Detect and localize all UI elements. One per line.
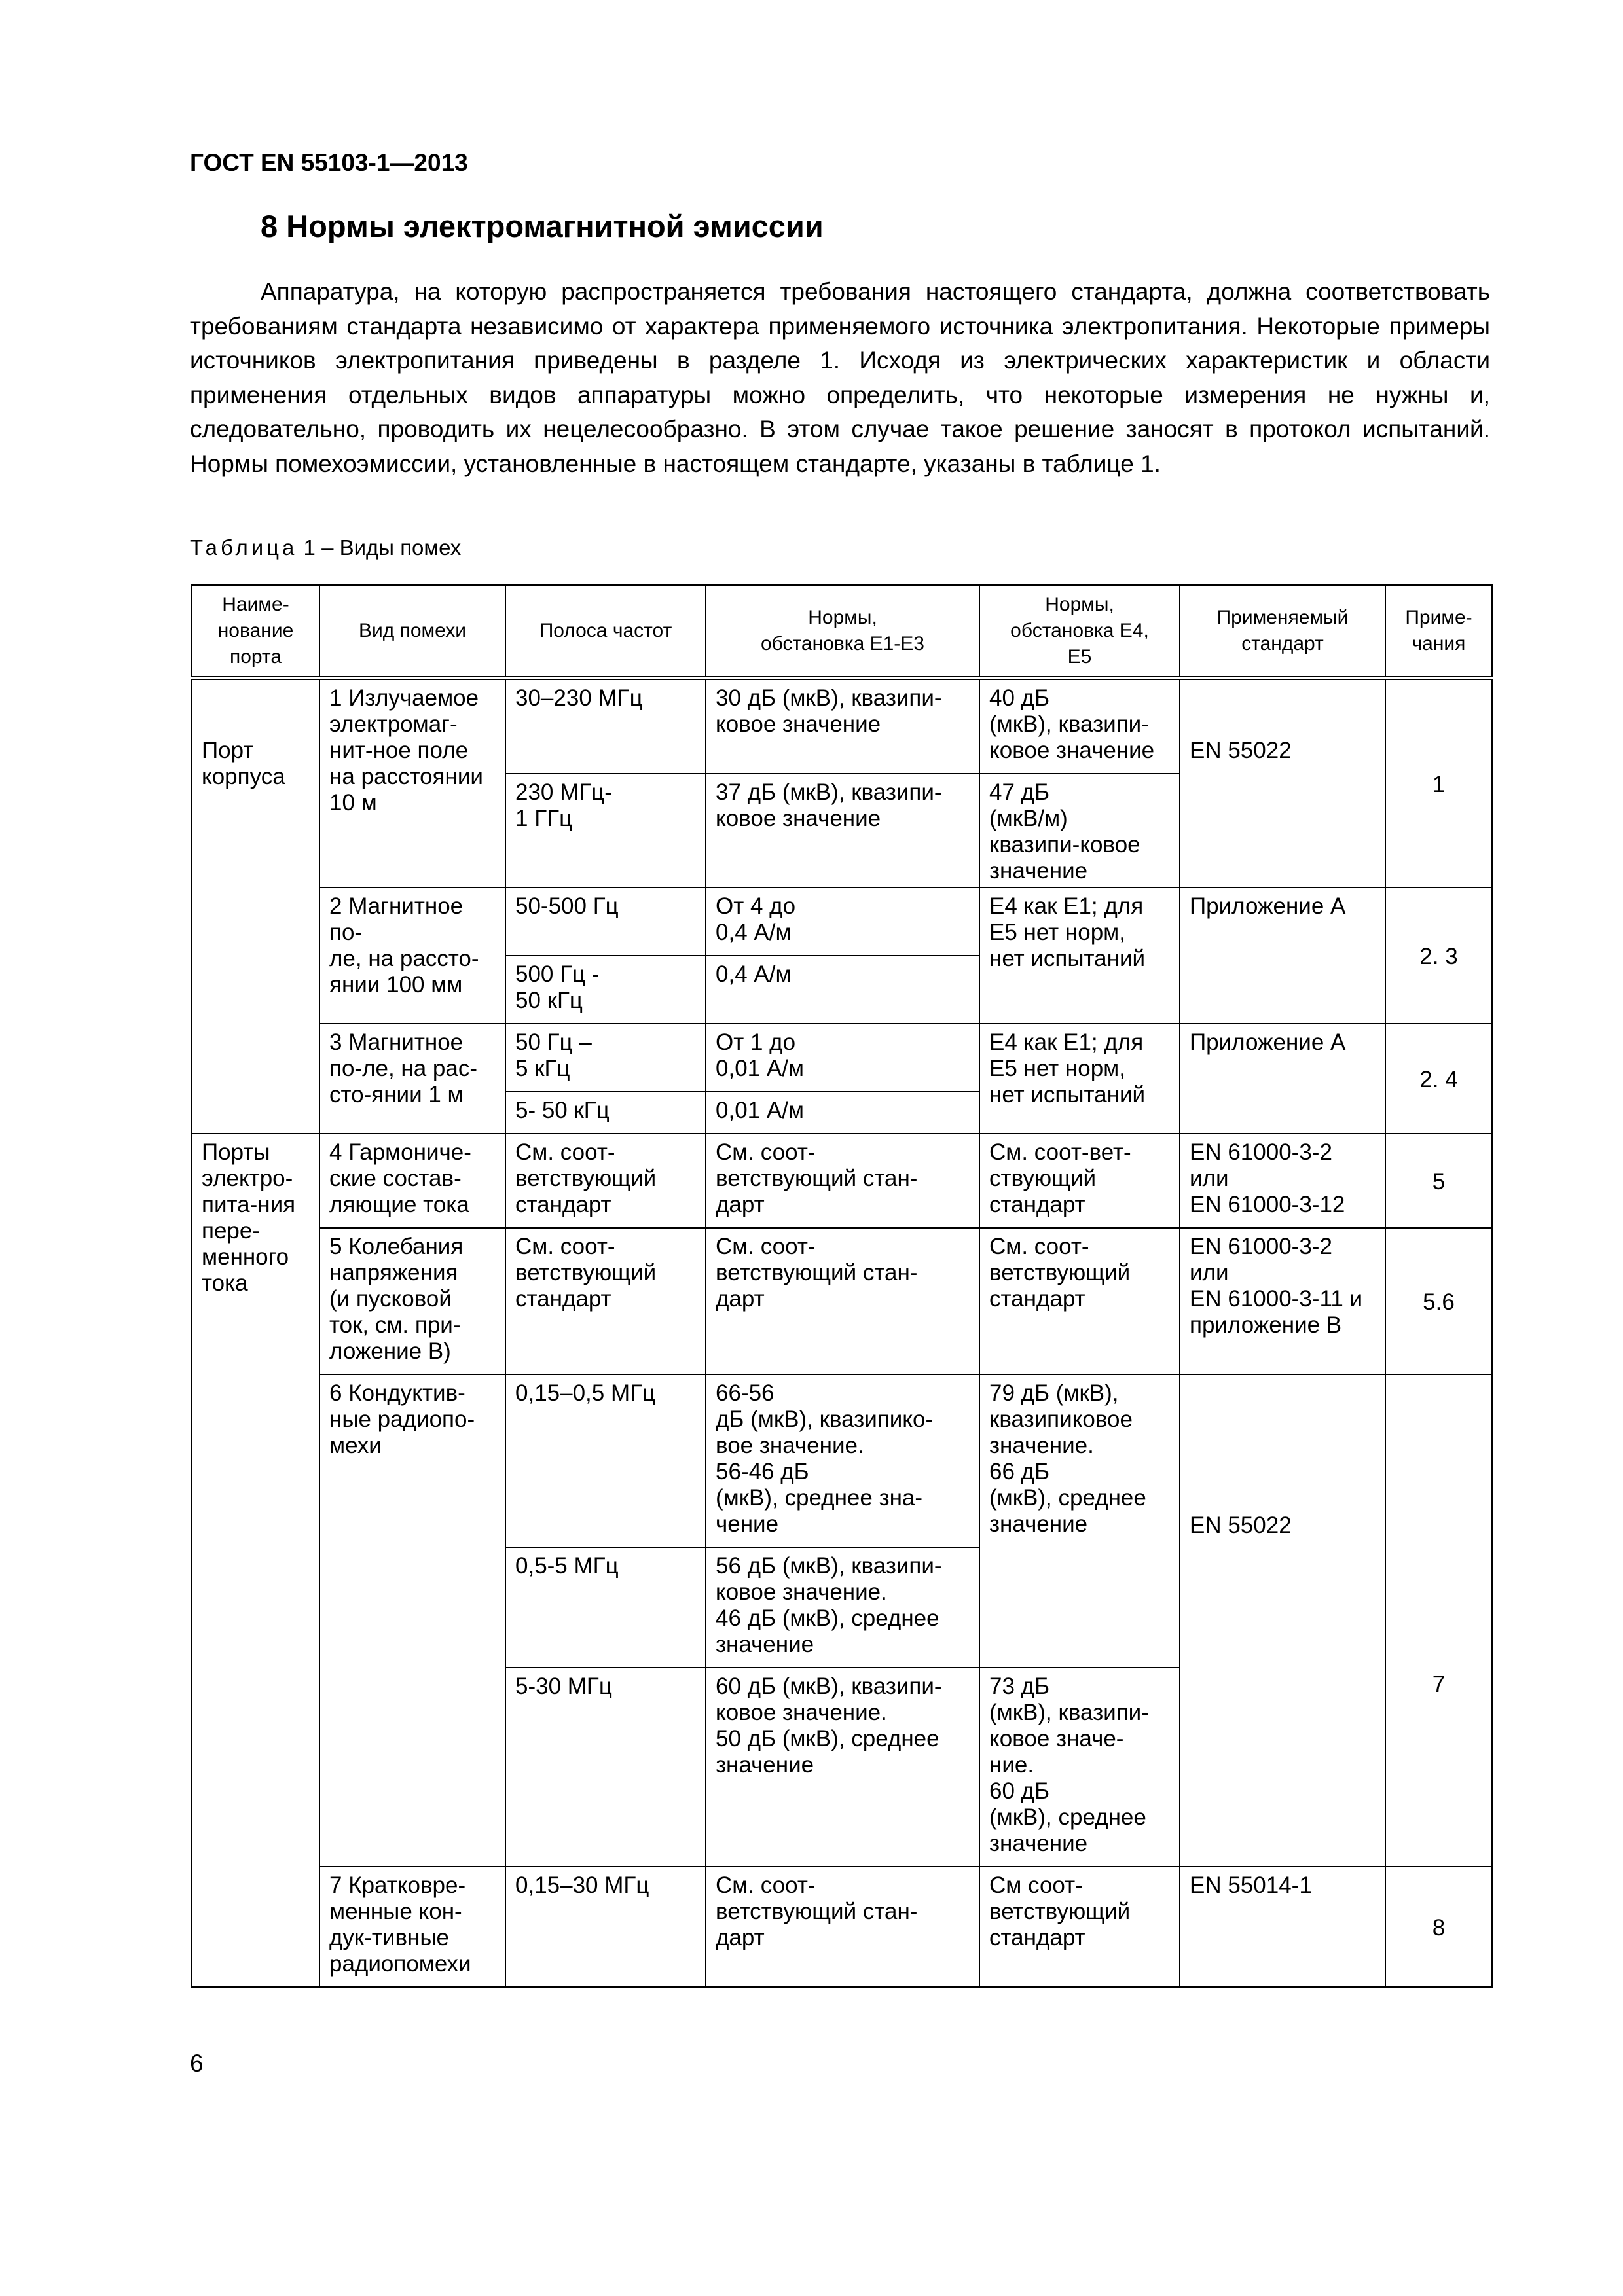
- table-row: [192, 1867, 1492, 1987]
- cell-r4-band: См. соот- ветствующий стандарт: [505, 1134, 706, 1228]
- standard-header: ГОСТ EN 55103-1—2013: [190, 149, 468, 176]
- section-title: 8 Нормы электромагнитной эмиссии: [261, 209, 824, 243]
- cell-r6b-e1e3: 56 дБ (мкВ), квазипи- ковое значение. 46 дБ (мкВ), среднее значение: [706, 1547, 979, 1668]
- cell-r6a-e1e3: 66-56 дБ (мкВ), квазипико- вое значение. 56-46 дБ (мкВ), среднее зна- чение: [706, 1374, 979, 1547]
- cell-r2a-band: 50-500 Гц: [505, 888, 706, 956]
- cell-r6b-band: 0,5-5 МГц: [505, 1547, 706, 1668]
- cell-r4-note: 5: [1385, 1134, 1492, 1228]
- table-row: [192, 1024, 1492, 1092]
- cell-r2-note: 2. 3: [1385, 888, 1492, 1024]
- cell-r1b-e1e3: 37 дБ (мкВ), квазипи- ковое значение: [706, 774, 979, 888]
- table-caption-word: Таблица: [190, 535, 298, 560]
- cell-r6-note: 7: [1385, 1374, 1492, 1867]
- table-row: [192, 1374, 1492, 1547]
- cell-r1-note: 1: [1385, 678, 1492, 888]
- cell-r3a-e1e3: От 1 до 0,01 А/м: [706, 1024, 979, 1092]
- cell-r7-e1e3: См. соот- ветствующий стан- дарт: [706, 1867, 979, 1987]
- cell-r1-type: 1 Излучаемое электромаг- нит-ное поле на расстоянии 10 м: [319, 678, 505, 888]
- cell-r3-std: Приложение А: [1180, 1024, 1385, 1134]
- cell-r1-std: EN 55022: [1180, 678, 1385, 888]
- cell-port-case: Порт корпуса: [192, 678, 319, 1134]
- cell-r1b-band: 230 МГц- 1 ГГц: [505, 774, 706, 888]
- cell-r6-type: 6 Кондуктив- ные радиопо- мехи: [319, 1374, 505, 1867]
- table-caption: [190, 535, 461, 560]
- cell-r7-type: 7 Кратковре- менные кон- дук-тивные радиопомехи: [319, 1867, 505, 1987]
- cell-r6c-e4e5: 73 дБ (мкВ), квазипи- ковое значе- ние. 60 дБ (мкВ), среднее значение: [979, 1668, 1180, 1867]
- table-row: [192, 678, 1492, 774]
- cell-port-ac: Порты электро- пита-ния пере- менного тока: [192, 1134, 319, 1987]
- header-port: Наиме- нование порта: [192, 585, 319, 678]
- cell-r1b-e4e5: 47 дБ (мкВ/м) квазипи-ковое значение: [979, 774, 1180, 888]
- table-row: [192, 888, 1492, 956]
- cell-r4-e4e5: См. соот-вет- ствующий стандарт: [979, 1134, 1180, 1228]
- cell-r7-e4e5: См соот- ветствующий стандарт: [979, 1867, 1180, 1987]
- cell-r2a-e1e3: От 4 до 0,4 А/м: [706, 888, 979, 956]
- table-caption-text: 1 – Виды помех: [297, 535, 462, 560]
- cell-r5-e1e3: См. соот- ветствующий стан- дарт: [706, 1228, 979, 1374]
- table-row: [192, 1134, 1492, 1228]
- cell-r5-type: 5 Колебания напряжения (и пусковой ток, см. при- ложение В): [319, 1228, 505, 1374]
- table-row: [192, 1228, 1492, 1374]
- cell-r4-e1e3: См. соот- ветствующий стан- дарт: [706, 1134, 979, 1228]
- header-band: Полоса частот: [505, 585, 706, 678]
- cell-r5-std: EN 61000-3-2 или EN 61000-3-11 и приложение В: [1180, 1228, 1385, 1374]
- cell-r1a-e4e5: 40 дБ (мкВ), квазипи- ковое значение: [979, 678, 1180, 774]
- cell-r5-band: См. соот- ветствующий стандарт: [505, 1228, 706, 1374]
- table-header-row: [192, 585, 1492, 678]
- cell-r5-e4e5: См. соот- ветствующий стандарт: [979, 1228, 1180, 1374]
- header-norm-e4e5: Нормы, обстановка E4, E5: [979, 585, 1180, 678]
- intro-paragraph: Аппаратура, на которую распространяется требования настоящего стандарта, должна соответствовать требованиям стандарта независимо от характера применяемого источника электропитания. Некоторые примеры источников электропитания приведены в разделе 1. Исходя из электрических характеристик и области применения отдельных видов аппаратуры можно определить, что некоторые измерения не нужны и, следовательно, проводить их нецелесообразно. В этом случае такое решение заносят в протокол испытаний. Нормы помехоэмиссии, установленные в настоящем стандарте, указаны в таблице 1.: [190, 278, 1490, 477]
- cell-r2b-e1e3: 0,4 А/м: [706, 956, 979, 1024]
- cell-r6c-band: 5-30 МГц: [505, 1668, 706, 1867]
- cell-r3-note: 2. 4: [1385, 1024, 1492, 1134]
- cell-r4-type: 4 Гармониче- ские состав- ляющие тока: [319, 1134, 505, 1228]
- cell-r3b-band: 5- 50 кГц: [505, 1092, 706, 1134]
- cell-r2b-band: 500 Гц - 50 кГц: [505, 956, 706, 1024]
- cell-r3-e4e5: E4 как E1; для E5 нет норм, нет испытаний: [979, 1024, 1180, 1134]
- cell-r6c-e1e3: 60 дБ (мкВ), квазипи- ковое значение. 50 дБ (мкВ), среднее значение: [706, 1668, 979, 1867]
- cell-r6ab-e4e5: 79 дБ (мкВ), квазипиковое значение. 66 дБ (мкВ), среднее значение: [979, 1374, 1180, 1668]
- header-norm-e1e3: Нормы, обстановка E1-E3: [706, 585, 979, 678]
- cell-r6-std: EN 55022: [1180, 1374, 1385, 1867]
- header-notes: Приме- чания: [1385, 585, 1492, 678]
- emission-norms-table: [191, 584, 1493, 1988]
- cell-r2-std: Приложение А: [1180, 888, 1385, 1024]
- header-standard: Применяемый стандарт: [1180, 585, 1385, 678]
- cell-r7-std: EN 55014-1: [1180, 1867, 1385, 1987]
- cell-r2-type: 2 Магнитное по- ле, на рассто- янии 100 мм: [319, 888, 505, 1024]
- cell-r4-std: EN 61000-3-2 или EN 61000-3-12: [1180, 1134, 1385, 1228]
- cell-r2-e4e5: E4 как E1; для E5 нет норм, нет испытаний: [979, 888, 1180, 1024]
- cell-r3b-e1e3: 0,01 А/м: [706, 1092, 979, 1134]
- cell-r1a-e1e3: 30 дБ (мкВ), квазипи- ковое значение: [706, 678, 979, 774]
- cell-r1a-band: 30–230 МГц: [505, 678, 706, 774]
- cell-r7-note: 8: [1385, 1867, 1492, 1987]
- cell-r3-type: 3 Магнитное по-ле, на рас- сто-янии 1 м: [319, 1024, 505, 1134]
- cell-r7-band: 0,15–30 МГц: [505, 1867, 706, 1987]
- cell-r3a-band: 50 Гц – 5 кГц: [505, 1024, 706, 1092]
- header-type: Вид помехи: [319, 585, 505, 678]
- page-number: 6: [190, 2050, 204, 2077]
- cell-r5-note: 5.6: [1385, 1228, 1492, 1374]
- cell-r6a-band: 0,15–0,5 МГц: [505, 1374, 706, 1547]
